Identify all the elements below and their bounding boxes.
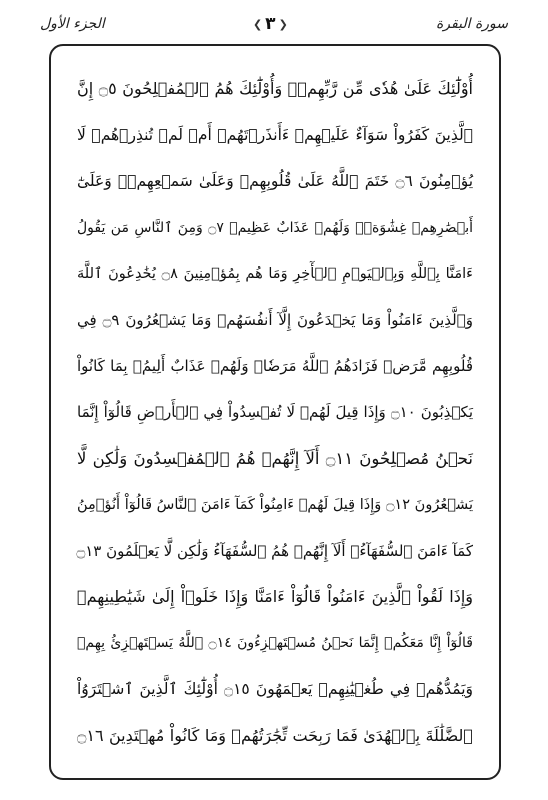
text-line: يُؤۡمِنُونَ ۝٦ خَتَمَ ٱللَّهُ عَلَىٰ قُلُوبِهِمۡ وَعَلَىٰ سَمۡعِهِمۡۖ وَعَلَىٰٓ: [77, 172, 474, 191]
ornament-left-icon: ❮: [252, 17, 263, 31]
text-block: [77, 66, 473, 759]
text-line: وَيَمُدُّهُمۡ فِي طُغۡيَٰنِهِمۡ يَعۡمَهُونَ ۝١٥ أُوْلَٰٓئِكَ ٱلَّذِينَ ٱشۡتَرَوُاْ: [77, 680, 473, 699]
text-line: ٱلَّذِينَ كَفَرُواْ سَوَآءٌ عَلَيۡهِمۡ ءَأَنذَرۡتَهُمۡ أَمۡ لَمۡ تُنذِرۡهُمۡ لَا: [77, 126, 473, 145]
text-line: أُوْلَٰٓئِكَ عَلَىٰ هُدٗى مِّن رَّبِّهِمۡۖ وَأُوْلَٰٓئِكَ هُمُ ٱلۡمُفۡلِحُونَ ۝٥ إِنَّ: [77, 79, 474, 98]
text-line: كَمَآ ءَامَنَ ٱلسُّفَهَآءُۗ أَلَآ إِنَّهُمۡ هُمُ ٱلسُّفَهَآءُ وَلَٰكِن لَّا يَعۡلَمُونَ ۝١٣: [76, 541, 473, 560]
text-line: وَإِذَا لَقُواْ ٱلَّذِينَ ءَامَنُواْ قَالُوٓاْ ءَامَنَّا وَإِذَا خَلَوۡاْ إِلَىٰ شَيَٰطِينِهِمۡ: [77, 587, 473, 607]
text-line: يَكۡذِبُونَ ۝١٠ وَإِذَا قِيلَ لَهُمۡ لَا تُفۡسِدُواْ فِي ٱلۡأَرۡضِ قَالُوٓاْ إِنَّمَا: [77, 403, 473, 422]
text-line: نَحۡنُ مُصۡلِحُونَ ۝١١ أَلَآ إِنَّهُمۡ هُمُ ٱلۡمُفۡسِدُونَ وَلَٰكِن لَّا: [77, 448, 473, 468]
text-line: أَبۡصَٰرِهِمۡ غِشَٰوَةٞۖ وَلَهُمۡ عَذَابٌ عَظِيمٞ ۝٧ وَمِنَ ٱلنَّاسِ مَن يَقُولُ: [77, 219, 473, 236]
page-number-text: ٣: [265, 14, 276, 34]
text-line: قَالُوٓاْ إِنَّا مَعَكُمۡ إِنَّمَا نَحۡنُ مُسۡتَهۡزِءُونَ ۝١٤ ٱللَّهُ يَسۡتَهۡزِئُ بِهِمۡ: [77, 635, 473, 652]
text-line: وَٱلَّذِينَ ءَامَنُواْ وَمَا يَخۡدَعُونَ إِلَّآ أَنفُسَهُمۡ وَمَا يَشۡعُرُونَ ۝٩ فِي: [77, 310, 473, 329]
text-line: يَشۡعُرُونَ ۝١٢ وَإِذَا قِيلَ لَهُمۡ ءَامِنُواْ كَمَآ ءَامَنَ ٱلنَّاسُ قَالُوٓاْ أَنُؤۡمِنُ: [77, 496, 473, 513]
text-line: قُلُوبِهِم مَّرَضٞ فَزَادَهُمُ ٱللَّهُ مَرَضٗاۖ وَلَهُمۡ عَذَابٌ أَلِيمُۢ بِمَا كَانُواْ: [77, 357, 473, 376]
surah-label: سورة البقرة: [435, 16, 508, 32]
page-number: [253, 14, 288, 34]
ornament-right-icon: ❯: [278, 17, 288, 31]
text-line: ءَامَنَّا بِٱللَّهِ وَبِٱلۡيَوۡمِ ٱلۡأٓخِرِ وَمَا هُم بِمُؤۡمِنِينَ ۝٨ يُخَٰدِعُونَ ٱللَّهَ: [77, 265, 473, 282]
juz-label: الجزء الأول: [40, 16, 105, 32]
text-line: ٱلضَّلَٰلَةَ بِٱلۡهُدَىٰ فَمَا رَبِحَت تِّجَٰرَتُهُمۡ وَمَا كَانُواْ مُهۡتَدِينَ ۝١٦: [77, 725, 473, 745]
page-header: [40, 10, 508, 38]
page-frame: [49, 44, 501, 780]
